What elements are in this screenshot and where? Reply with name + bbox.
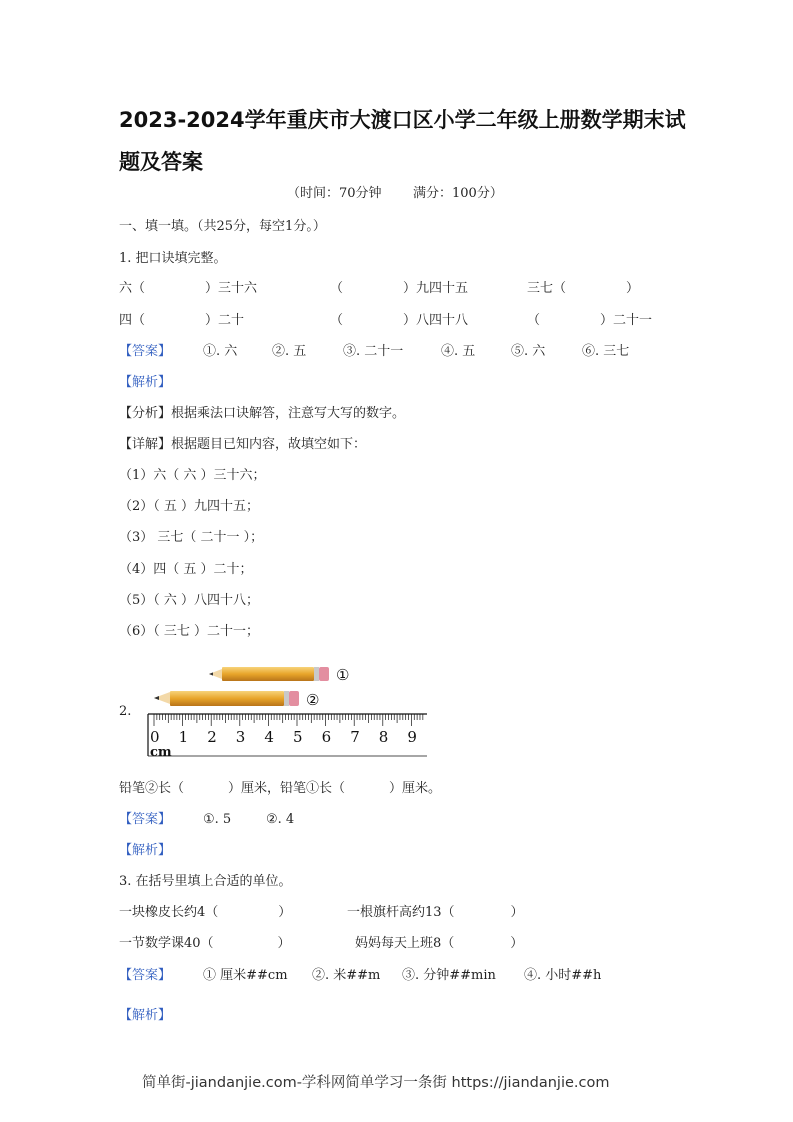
q3-blank-1: 一块橡皮长约4（ ）	[119, 905, 292, 920]
q2-answer-tag: 【答案】	[119, 812, 172, 827]
ruler-number: 9	[407, 728, 417, 746]
page-title: 2023-2024学年重庆市大渡口区小学二年级上册数学期末试	[119, 108, 686, 132]
q1-prompt: 1. 把口诀填完整。	[119, 251, 227, 266]
q1-blank-4: 四（ ）二十	[119, 313, 245, 328]
ruler-number: 2	[207, 728, 217, 746]
page-title-line2: 题及答案	[119, 150, 203, 174]
q1-step: （6）（ 三七 ）二十一；	[119, 624, 260, 639]
q1-analysis: 【分析】根据乘法口诀解答，注意写大写的数字。	[119, 406, 406, 421]
q3-answer-tag: 【答案】	[119, 968, 172, 983]
ruler-number: 3	[235, 728, 246, 746]
exam-score: 满分：100分）	[413, 186, 503, 201]
q2-answer-1: ①. 5	[203, 812, 232, 827]
q2-answer-2: ②. 4	[266, 812, 295, 827]
q1-jiexi-tag: 【解析】	[119, 375, 172, 390]
pencil-label-2: ②	[306, 691, 320, 709]
q1-step: （1）六（ 六 ）三十六；	[119, 468, 266, 483]
ruler-number: 7	[350, 728, 360, 746]
q3-jiexi-tag: 【解析】	[119, 1008, 172, 1023]
q1-blank-2: （ ）九四十五	[330, 281, 469, 296]
q1-answer-3: ③. 二十一	[343, 344, 404, 359]
q2-question: 铅笔②长（ ）厘米，铅笔①长（ ）厘米。	[119, 781, 442, 796]
ruler	[148, 714, 427, 760]
ruler-number: 5	[293, 728, 303, 746]
q1-answer-1: ①. 六	[203, 344, 238, 359]
ruler-numbers	[150, 728, 417, 746]
q3-prompt: 3. 在括号里填上合适的单位。	[119, 874, 292, 889]
q1-blank-5: （ ）八四十八	[330, 313, 469, 328]
pencil-label-1: ①	[336, 666, 350, 684]
q1-detail: 【详解】根据题目已知内容，故填空如下：	[119, 437, 367, 452]
q1-blank-1: 六（ ）三十六	[119, 281, 258, 296]
q1-blank-6: （ ）二十一	[527, 313, 653, 328]
q1-step: （5）（ 六 ）八四十八；	[119, 593, 260, 608]
q1-answer-tag: 【答案】	[119, 344, 172, 359]
q1-answer-4: ④. 五	[441, 344, 476, 359]
pencil-2	[154, 691, 299, 706]
pencil-ruler-figure	[140, 660, 440, 760]
q2-jiexi-tag: 【解析】	[119, 843, 172, 858]
q1-step: （4）四（ 五 ）二十；	[119, 562, 253, 577]
q1-step: （3） 三七（ 二十一 ）；	[119, 530, 264, 545]
q1-blank-3: 三七（ ）	[527, 281, 640, 296]
ruler-ticks	[154, 714, 423, 726]
q3-blank-4: 妈妈每天上班8（ ）	[355, 936, 524, 951]
q3-answer-3: ③. 分钟##min	[402, 968, 496, 983]
pencil-1	[209, 667, 329, 681]
ruler-number: 8	[378, 728, 389, 746]
q1-answer-6: ⑥. 三七	[582, 344, 630, 359]
section-heading: 一、填一填。（共25分，每空1分。）	[119, 219, 326, 234]
page-footer: 简单街-jiandanjie.com-学科网简单学习一条街 https://jiandanjie.com	[142, 1075, 610, 1091]
ruler-number: 4	[264, 728, 274, 746]
q3-blank-3: 一节数学课40（ ）	[119, 936, 291, 951]
ruler-unit: cm	[150, 745, 172, 760]
ruler-number: 1	[178, 728, 189, 746]
exam-time: （时间：70分钟	[287, 186, 382, 201]
q2-number: 2.	[119, 704, 132, 719]
q1-answer-2: ②. 五	[272, 344, 307, 359]
q3-answer-4: ④. 小时##h	[524, 968, 602, 983]
ruler-number: 6	[321, 728, 332, 746]
q3-answer-1: ① 厘米##cm	[203, 968, 288, 983]
ruler-number: 0	[150, 728, 160, 746]
q1-step: （2）（ 五 ）九四十五；	[119, 499, 260, 514]
q3-answer-2: ②. 米##m	[312, 968, 381, 983]
q3-blank-2: 一根旗杆高约13（ ）	[347, 905, 524, 920]
q1-answer-5: ⑤. 六	[511, 344, 546, 359]
